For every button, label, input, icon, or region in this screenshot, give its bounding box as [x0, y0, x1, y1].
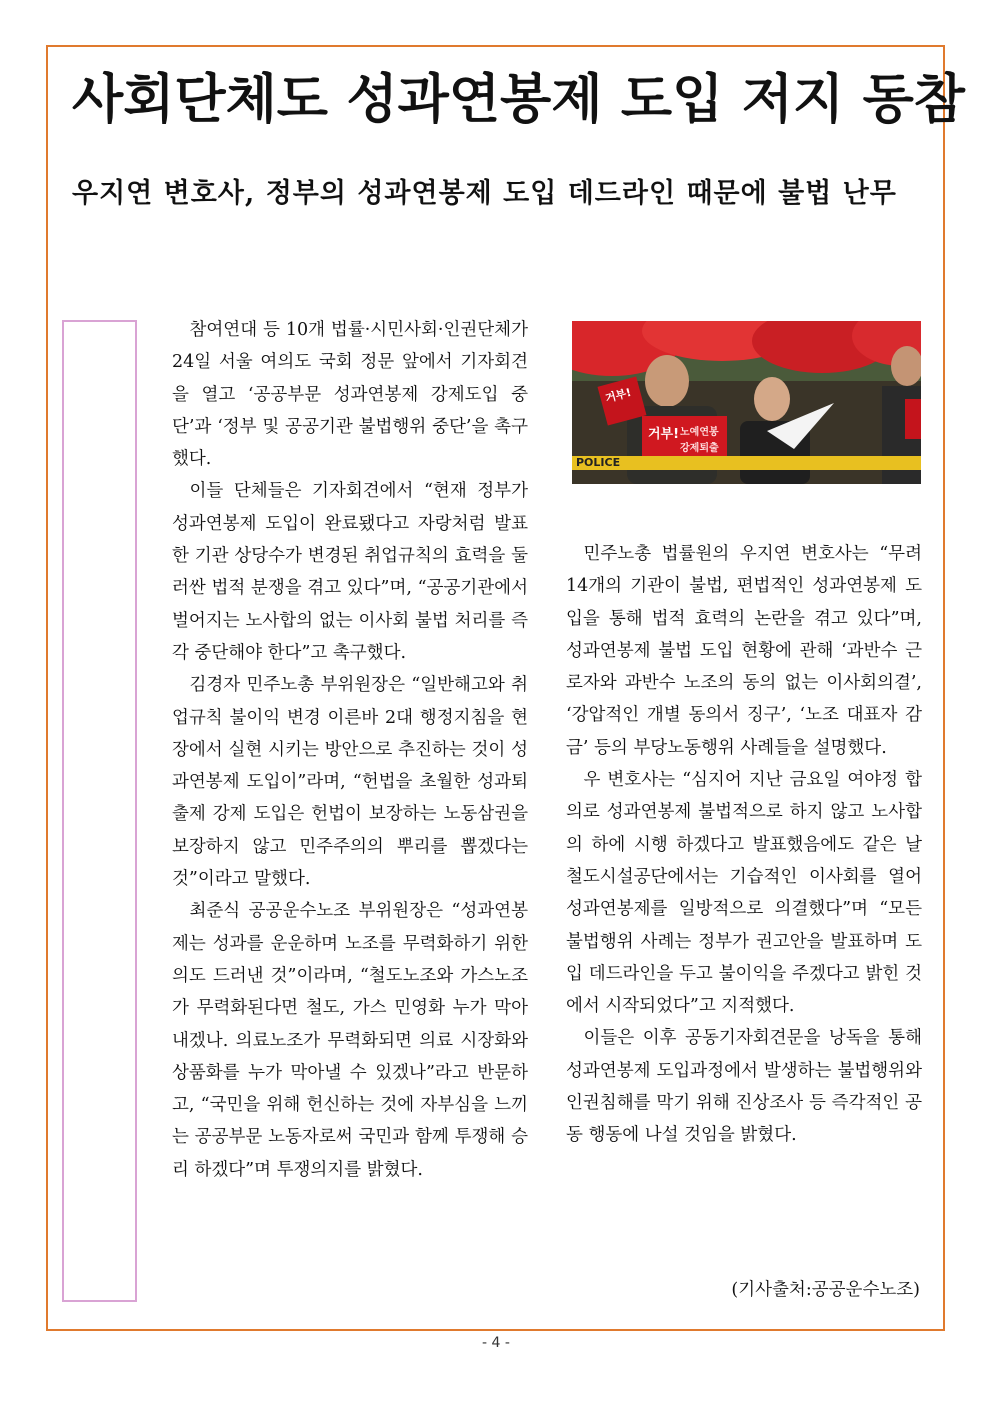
headline: 사회단체도 성과연봉제 도입 저지 동참: [72, 69, 965, 130]
paragraph: 김경자 민주노총 부위원장은 “일반해고와 취업규칙 불이익 변경 이른바 2대 행정지침을 현장에서 실현 시키는 방안으로 추진하는 것이 성과연봉제 도입이”라며, “헌법을 초월한 성과퇴출제 강제 도입은 헌법이 보장하는 노동삼권을 보장하지 않고 민주주의의 뿌리를 뽑겠다는 것”이라고 말했다.: [172, 675, 528, 890]
sign-text: 거부!: [648, 427, 680, 442]
protest-photo: [572, 321, 921, 484]
left-column: [172, 314, 528, 1186]
page-number: - 4 -: [482, 1335, 510, 1351]
paragraph: 이들은 이후 공동기자회견문을 낭독을 통해 성과연봉제 도입과정에서 발생하는 불법행위와 인권침해를 막기 위해 진상조사 등 즉각적인 공동 행동에 나설 것임을 밝혔다.: [566, 1028, 922, 1146]
side-decoration-box: [62, 320, 137, 1302]
paragraph: 최준식 공공운수노조 부위원장은 “성과연봉제는 성과를 운운하며 노조를 무력화하기 위한 의도 드러낸 것”이라며, “철도노조와 가스노조가 무력화된다면 철도, 가스 민영화 누가 막아내겠나. 의료노조가 무력화되면 의료 시장화와 상품화를 누가 막아낼 수 있겠나”라고 반문하고, “국민을 위해 헌신하는 것에 자부심을 느끼는 공공부문 노동자로써 국민과 함께 투쟁해 승리 하겠다”며 투쟁의지를 밝혔다.: [172, 901, 528, 1180]
sign-text: 거부!: [603, 385, 633, 406]
sign-text: 노예연봉: [680, 427, 719, 438]
protest-photo-illustration: [572, 321, 921, 484]
right-column: [566, 538, 922, 1152]
sign-text: 강제퇴출: [680, 443, 719, 454]
police-tape-text: POLICE: [576, 456, 621, 469]
paragraph: 참여연대 등 10개 법률·시민사회·인권단체가 24일 서울 여의도 국회 정문 앞에서 기자회견을 열고 ‘공공부문 성과연봉제 강제도입 중단’과 ‘정부 및 공공기관 불법행위 중단’을 촉구했다.: [172, 320, 528, 470]
paragraph: 이들 단체들은 기자회견에서 “현재 정부가 성과연봉제 도입이 완료됐다고 자랑처럼 발표한 기관 상당수가 변경된 취업규칙의 효력을 둘러싼 법적 분쟁을 겪고 있다”며, “공공기관에서 벌어지는 노사합의 없는 이사회 불법 처리를 즉각 중단해야 한다”고 촉구했다.: [172, 481, 528, 663]
subheadline: 우지연 변호사, 정부의 성과연봉제 도입 데드라인 때문에 불법 난무: [72, 178, 897, 209]
paragraph: 민주노총 법률원의 우지연 변호사는 “무려 14개의 기관이 불법, 편법적인 성과연봉제 도입을 통해 법적 효력의 논란을 겪고 있다”며, 성과연봉제 불법 도입 현황에 관해 ‘과반수 근로자와 과반수 노조의 동의 없는 이사회의결’, ‘강압적인 개별 동의서 징구’, ‘노조 대표자 감금’ 등의 부당노동행위 사례들을 설명했다.: [566, 544, 922, 758]
paragraph: 우 변호사는 “심지어 지난 금요일 여야정 합의로 성과연봉제 불법적으로 하지 않고 노사합의 하에 시행 하겠다고 발표했음에도 같은 날 철도시설공단에서는 기습적인 이사회를 열어 성과연봉제를 일방적으로 의결했다”며 “모든 불법행위 사례는 정부가 권고안을 발표하며 도입 데드라인을 두고 불이익을 주겠다고 밝힌 것에서 시작되었다”고 지적했다.: [566, 770, 922, 1017]
article-source: (기사출처:공공운수노조): [731, 1280, 920, 1300]
